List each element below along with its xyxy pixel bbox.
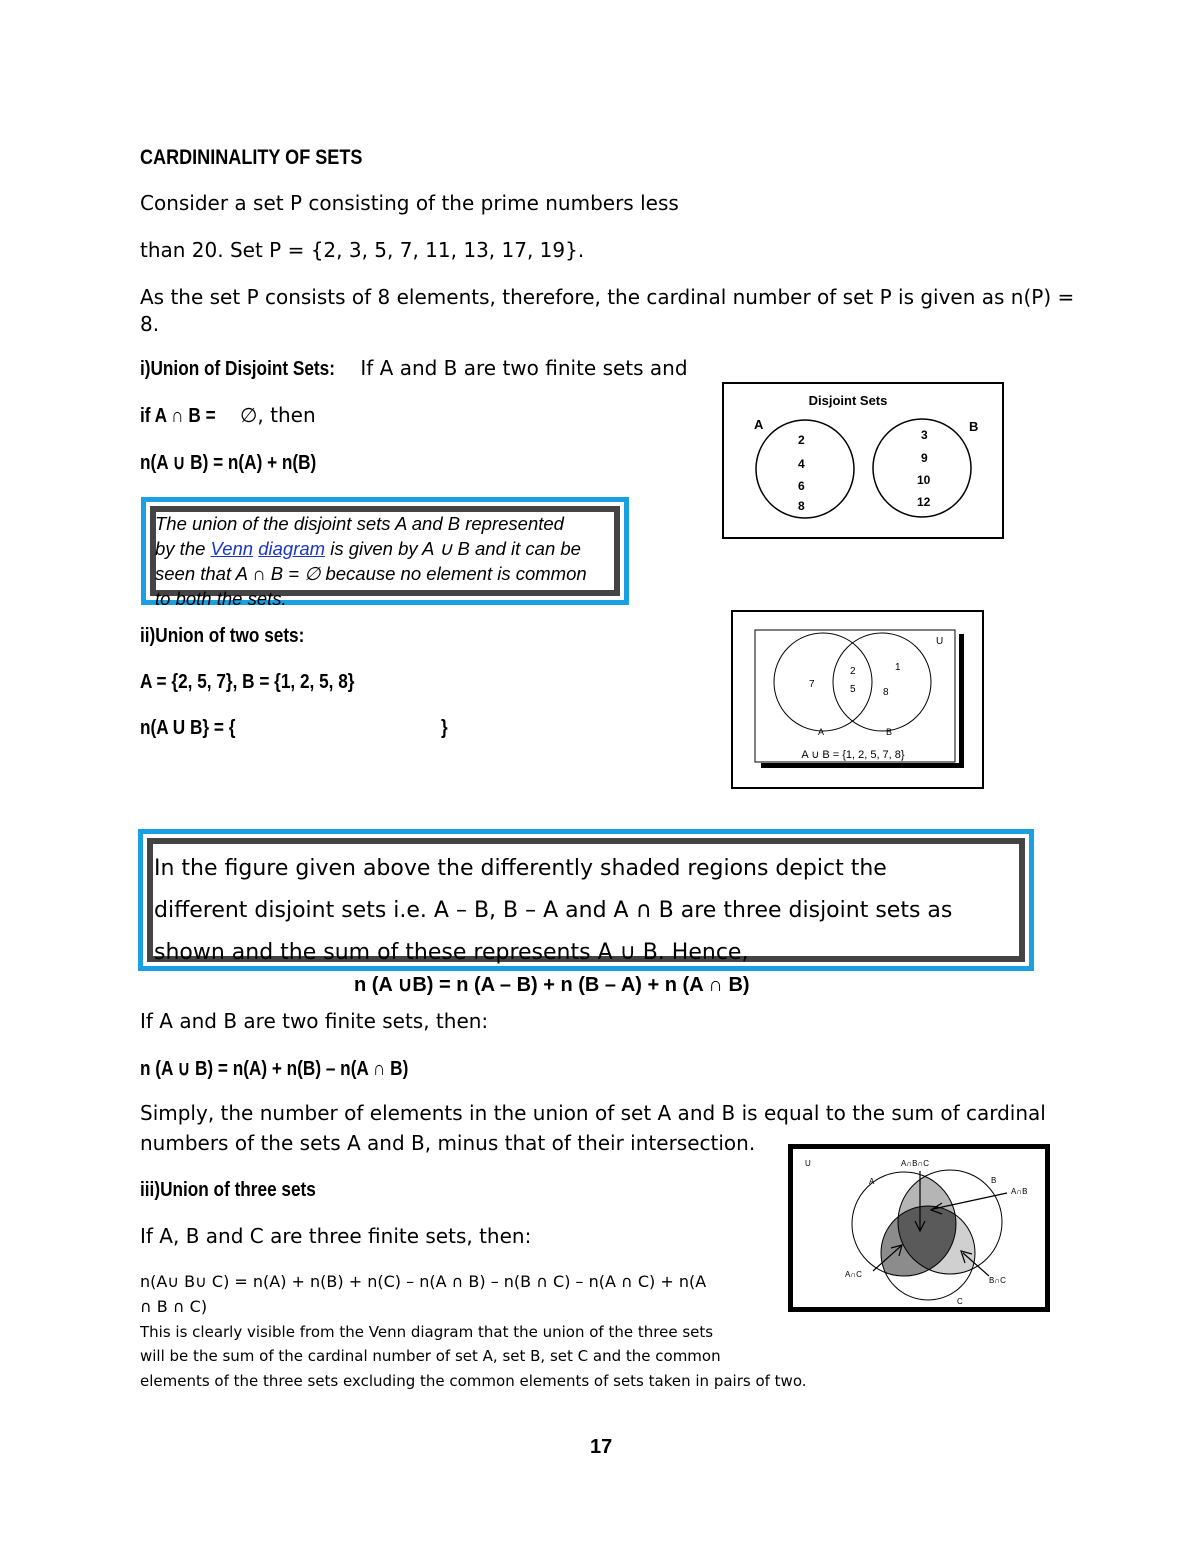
disjoint-set-a-label: A <box>754 417 764 432</box>
union-three-label: iii)Union of three sets <box>140 1179 316 1201</box>
disjoint-note-line-2 <box>155 536 581 561</box>
three-label-ab: A∩B <box>1011 1187 1028 1196</box>
page-heading: CARDININALITY OF SETS <box>140 146 363 169</box>
explain-line-1: This is clearly visible from the Venn diagram that the union of the three sets <box>140 1323 714 1341</box>
page-number: 17 <box>590 1436 613 1458</box>
union-only-b-top: 1 <box>895 662 901 673</box>
union-two-sets: A = {2, 5, 7}, B = {1, 2, 5, 8} <box>140 671 355 693</box>
disjoint-figure-title: Disjoint Sets <box>808 393 888 408</box>
venn-link[interactable]: Venn <box>210 538 254 559</box>
three-universe-label: U <box>805 1159 811 1168</box>
disjoint-note-line-1: The union of the disjoint sets A and B represented <box>155 513 564 534</box>
disjoint-condition <box>140 403 316 428</box>
simply-line-2: numbers of the sets A and B, minus that of their intersection. <box>140 1131 756 1155</box>
union-only-a: 7 <box>809 679 815 690</box>
union-three-formula-2: ∩ B ∩ C) <box>140 1297 208 1316</box>
set-a-elem-1: 2 <box>798 433 805 447</box>
set-a-elem-2: 4 <box>798 457 805 471</box>
disjoint-sets-figure <box>722 382 1004 539</box>
hence-formula: n (A ∪B) = n (A – B) + n (B – A) + n (A ∩ B) <box>354 974 750 996</box>
union-label-b: B <box>886 727 893 737</box>
note-line2-pre: by the <box>155 538 211 559</box>
three-label-c: C <box>957 1297 963 1306</box>
union-both-bottom: 5 <box>850 684 856 695</box>
shaded-note-line-3: shown and the sum of these represents A ∪ B. Hence, <box>154 940 749 965</box>
union-disjoint-text: If A and B are two finite sets and <box>354 356 688 380</box>
union-label-a: A <box>818 727 825 737</box>
union-two-result-open: n(A U B} = { <box>140 717 236 739</box>
union-figure <box>731 610 984 789</box>
set-a-elem-3: 6 <box>798 479 805 493</box>
diagram-link[interactable]: diagram <box>258 538 326 559</box>
union-three-formula-1: n(A∪ B∪ C) = n(A) + n(B) + n(C) – n(A ∩ B) – n(B ∩ C) – n(A ∩ C) + n(A <box>140 1272 707 1291</box>
simply-line-1: Simply, the number of elements in the union of set A and B is equal to the sum of cardinal <box>140 1101 1046 1125</box>
union-universe-label: U <box>936 636 944 647</box>
explain-line-2: will be the sum of the cardinal number of set A, set B, set C and the common <box>140 1347 721 1365</box>
note-line2-post: is given by A ∪ B and it can be <box>325 538 581 559</box>
three-sets-svg <box>793 1149 1045 1307</box>
shaded-note-line-2: different disjoint sets i.e. A – B, B – A and A ∩ B are three disjoint sets as <box>154 898 953 923</box>
set-b-elem-3: 10 <box>917 473 931 487</box>
union-disjoint-label: i)Union of Disjoint Sets: <box>140 358 335 380</box>
three-label-bc: B∩C <box>989 1276 1006 1285</box>
set-b-elem-2: 9 <box>921 451 928 465</box>
three-sets-figure <box>788 1144 1050 1312</box>
three-label-a: A <box>869 1177 875 1186</box>
union-caption: A ∪ B = {1, 2, 5, 7, 8} <box>801 749 905 761</box>
set-b-elem-1: 3 <box>921 428 928 442</box>
disjoint-set-b-label: B <box>969 419 979 434</box>
disjoint-note-line-3: seen that A ∩ B = ∅ because no element is common <box>155 563 587 584</box>
condition-rest: ∅, then <box>240 403 316 427</box>
explain-line-3: elements of the three sets excluding the common elements of sets taken in pairs of two. <box>140 1372 807 1390</box>
union-disjoint-line <box>140 356 694 381</box>
finite-sets-formula: n (A ∪ B) = n(A) + n(B) – n(A ∩ B) <box>140 1058 409 1080</box>
three-top-label: A∩B∩C <box>901 1159 929 1168</box>
intro-line-1: Consider a set P consisting of the prime numbers less <box>140 191 679 215</box>
union-two-result-close: } <box>441 717 448 739</box>
disjoint-circle-a <box>756 420 854 518</box>
disjoint-sets-svg <box>724 384 1002 537</box>
three-label-b: B <box>991 1176 997 1185</box>
intro-line-3: As the set P consists of 8 elements, therefore, the cardinal number of set P is given as n(P) = <box>140 285 1075 309</box>
three-label-ac: A∩C <box>845 1270 862 1279</box>
intro-line-2: than 20. Set P = {2, 3, 5, 7, 11, 13, 17, 19}. <box>140 238 585 262</box>
finite-sets-text: If A and B are two finite sets, then: <box>140 1009 489 1033</box>
condition-bold: if A ∩ B = <box>140 405 216 427</box>
set-b-elem-4: 12 <box>917 495 931 509</box>
shaded-note-line-1: In the figure given above the differently shaded regions depict the <box>154 856 887 881</box>
set-a-elem-4: 8 <box>798 499 805 513</box>
intro-line-4: 8. <box>140 312 160 336</box>
union-svg <box>733 612 982 787</box>
union-both-top: 2 <box>850 666 856 677</box>
disjoint-formula: n(A ∪ B) = n(A) + n(B) <box>140 452 317 474</box>
disjoint-note-line-4: to both the sets. <box>155 588 287 609</box>
union-two-label: ii)Union of two sets: <box>140 625 305 647</box>
union-only-b-bottom: 8 <box>883 687 889 698</box>
union-three-text: If A, B and C are three finite sets, then: <box>140 1224 532 1248</box>
